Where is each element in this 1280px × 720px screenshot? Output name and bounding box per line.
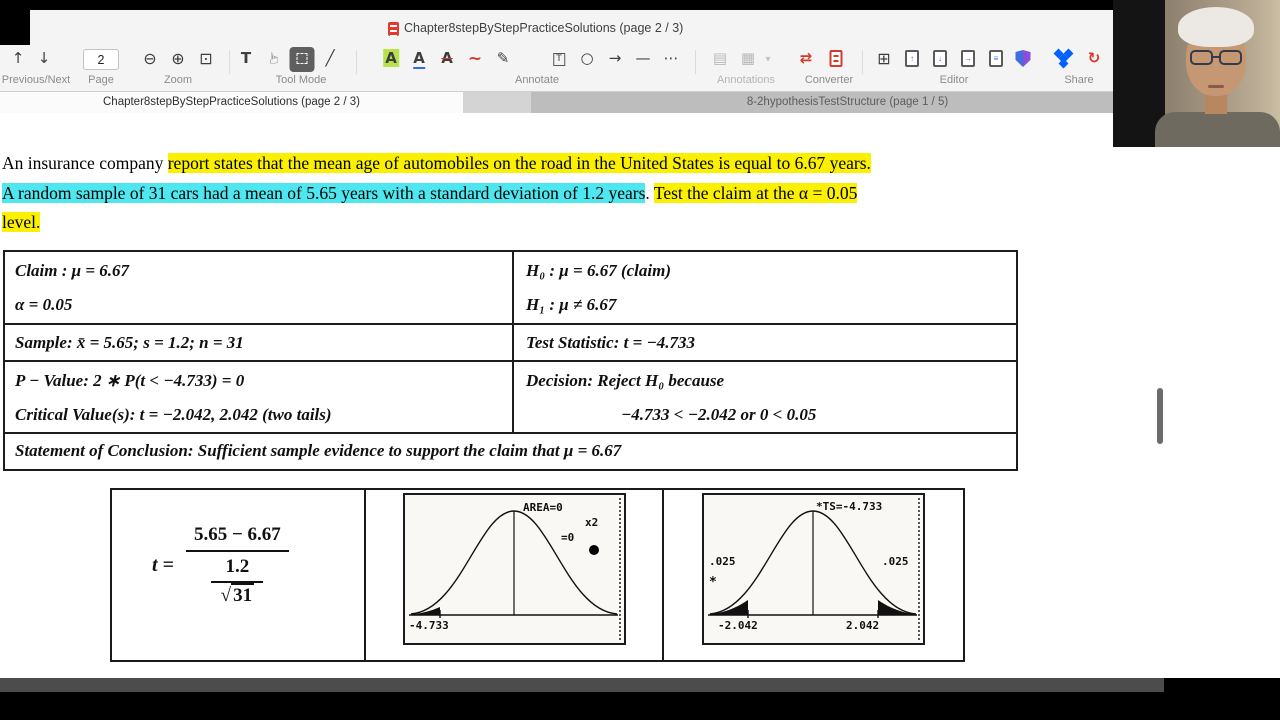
fraction-numerator: 5.65 − 6.67: [186, 524, 289, 552]
t-statistic-formula: [152, 524, 289, 607]
star-marker: *: [709, 575, 717, 590]
convert-arrows-icon[interactable]: ⇄: [799, 49, 813, 67]
zoom-in-icon[interactable]: ⊕: [171, 49, 185, 68]
h0-text: H₀ : μ = 6.67 (claim): [526, 261, 671, 280]
tool-mode-label: Tool Mode: [275, 74, 327, 86]
calc-scroll-dots: [619, 498, 621, 640]
document-tab-bar: [0, 92, 1280, 113]
table-row: [5, 434, 1016, 469]
squiggly-underline-icon[interactable]: ~: [467, 49, 483, 69]
table-row: [5, 362, 1016, 434]
split-page-icon[interactable]: ≡: [989, 50, 1003, 67]
text-select-tool-icon[interactable]: T: [240, 49, 252, 67]
text-highlight-yellow: Test the claim at the α = 0.05: [653, 182, 858, 203]
p-value-text: P − Value: 2 ∗ P(t < −4.733) = 0: [15, 371, 245, 390]
glasses-bridge: [1213, 56, 1219, 58]
underline-text-icon[interactable]: A: [413, 49, 425, 67]
glasses-left-lens: [1190, 50, 1213, 65]
calculator-screen-critical: [702, 493, 925, 645]
right-critical-value-label: 2.042: [846, 619, 880, 632]
test-statistic-text: Test Statistic: t = −4.733: [526, 333, 696, 352]
pen-annotate-icon[interactable]: ✎: [496, 49, 510, 67]
text-plain: An insurance company: [2, 153, 168, 173]
mouse-cursor-dot: [589, 545, 599, 555]
strikethrough-text-icon[interactable]: A: [441, 49, 453, 67]
x2-label: x2: [585, 516, 599, 529]
shape-circle-icon[interactable]: ○: [580, 49, 594, 67]
text-highlight-yellow: level.: [2, 212, 41, 232]
right-tail-area-label: .025: [882, 555, 909, 568]
h1-text: H₁ : μ ≠ 6.67: [526, 295, 617, 314]
sample-cell: [5, 325, 514, 360]
previous-page-icon[interactable]: ↑: [11, 49, 25, 67]
decision-cell: [514, 362, 1016, 432]
editor-label: Editor: [939, 74, 969, 86]
next-page-icon[interactable]: ↓: [37, 49, 51, 67]
text-plain: .: [645, 182, 654, 203]
toolbar-separator: [695, 50, 696, 74]
claim-text: Claim : μ = 6.67: [15, 261, 130, 280]
fraction-denominator: [211, 552, 263, 607]
conclusion-cell: [5, 434, 1016, 469]
desktop-corner: [0, 10, 30, 45]
zoom-label: Zoom: [163, 74, 193, 86]
decision-text: Decision: Reject H₀ because: [526, 371, 725, 390]
axis-value-label: -4.733: [409, 619, 449, 632]
extract-page-icon[interactable]: →: [961, 50, 975, 67]
horizontal-scrollbar[interactable]: [0, 678, 1164, 692]
text-highlight-cyan: A random sample of 31 cars had a mean of 5.65 years with a standard deviation of 1.2 years: [2, 182, 646, 203]
fraction: [186, 524, 289, 607]
pdf-convert-icon[interactable]: [830, 50, 843, 67]
area-label: AREA=0: [523, 501, 563, 514]
webcam-person-hair: [1178, 7, 1254, 47]
text-highlight-yellow: report states that the mean age of automobiles on the road in the United States is equal to 6.67 years.: [167, 153, 871, 173]
page-number-input[interactable]: 2: [83, 49, 119, 70]
line-annotate-icon[interactable]: —: [635, 49, 651, 67]
pvalue-cell: [5, 362, 514, 432]
webcam-person-shoulders: [1155, 112, 1280, 147]
text-box-annotate-icon[interactable]: T: [553, 53, 565, 66]
more-annotate-icon[interactable]: ⋯: [663, 49, 679, 67]
toolbar-separator: [356, 50, 357, 74]
sample-text: Sample: x̄ = 5.65; s = 1.2; n = 31: [15, 333, 244, 352]
hypotheses-cell: [514, 252, 1016, 323]
refresh-share-icon[interactable]: ↻: [1087, 49, 1101, 67]
calculator-screen-pvalue: [403, 493, 626, 645]
share-label: Share: [1064, 74, 1094, 86]
paragraph-line-2: [2, 179, 1114, 209]
conclusion-text: Statement of Conclusion: Sufficient sample evidence to support the claim that μ = 6.67: [15, 441, 622, 460]
thumbnail-grid-icon[interactable]: ⊞: [877, 49, 891, 68]
marquee-select-tool-icon[interactable]: [290, 47, 315, 72]
paragraph-line-1: [2, 149, 1114, 179]
annotations-caret-icon[interactable]: ▾: [765, 54, 771, 65]
page-label: Page: [88, 74, 114, 86]
annotations-label: Annotations: [716, 74, 776, 86]
table-row: [5, 252, 1016, 325]
annotations-list-icon[interactable]: ▤: [712, 49, 728, 67]
decision-comparison-text: −4.733 < −2.042 or 0 < 0.05: [621, 405, 817, 424]
test-statistic-cell: [514, 325, 1016, 360]
annotations-panel-icon[interactable]: ▦: [740, 49, 756, 67]
paragraph-line-3: [2, 208, 1114, 238]
alpha-text: α = 0.05: [15, 295, 73, 314]
denominator-radical: [221, 583, 254, 607]
annotate-label: Annotate: [514, 74, 560, 86]
window-titlebar: [0, 10, 1280, 45]
problem-statement: [2, 149, 1114, 238]
glasses-right-lens: [1219, 50, 1242, 65]
zoom-fit-icon[interactable]: ⊡: [199, 49, 213, 68]
webcam-person-mouth: [1208, 85, 1224, 88]
export-page-icon[interactable]: ↑: [905, 50, 919, 67]
equals-zero-label: =0: [561, 531, 575, 544]
arrow-annotate-icon[interactable]: →: [608, 49, 622, 67]
highlight-text-icon[interactable]: A: [385, 49, 397, 67]
hand-tool-icon[interactable]: ☞: [265, 51, 283, 65]
vertical-scrollbar-thumb[interactable]: [1157, 388, 1163, 444]
previous-next-label: Previous/Next: [1, 74, 71, 86]
desktop-top-strip: [0, 0, 1280, 10]
denominator-numerator: 1.2: [211, 556, 263, 583]
dropbox-share-icon[interactable]: [1054, 49, 1074, 67]
main-toolbar: [0, 45, 1280, 92]
pdf-file-icon: [388, 22, 399, 36]
radicand: 31: [233, 585, 253, 606]
webcam-video: [1113, 0, 1280, 147]
measure-tool-icon[interactable]: ╱: [325, 49, 335, 67]
left-critical-value-label: -2.042: [718, 619, 758, 632]
tab-chapter8-solutions[interactable]: Chapter8stepByStepPracticeSolutions (page 2 / 3): [0, 92, 463, 113]
protect-shield-icon[interactable]: [1016, 50, 1031, 67]
zoom-out-icon[interactable]: ⊖: [143, 49, 157, 68]
calc-scroll-dots: [918, 498, 920, 640]
left-tail-area-label: .025: [709, 555, 736, 568]
table-row: [5, 325, 1016, 362]
import-page-icon[interactable]: ↓: [933, 50, 947, 67]
toolbar-separator: [862, 50, 863, 74]
desktop-bottom-strip: [0, 692, 1280, 720]
tab-gap: [463, 92, 531, 113]
critical-values-text: Critical Value(s): t = −2.042, 2.042 (two tails): [15, 405, 332, 424]
tab-hypothesis-structure[interactable]: 8-2hypothesisTestStructure (page 1 / 5): [531, 92, 1164, 113]
window-title: Chapter8stepByStepPracticeSolutions (page 2 / 3): [404, 21, 684, 35]
claim-cell: [5, 252, 514, 323]
toolbar-separator: [229, 50, 230, 74]
radical-sign: √: [220, 585, 232, 606]
hypothesis-test-table: [3, 250, 1018, 471]
t-equals: t =: [152, 554, 174, 576]
test-statistic-label: *TS=-4.733: [816, 500, 883, 513]
converter-label: Converter: [804, 74, 854, 86]
